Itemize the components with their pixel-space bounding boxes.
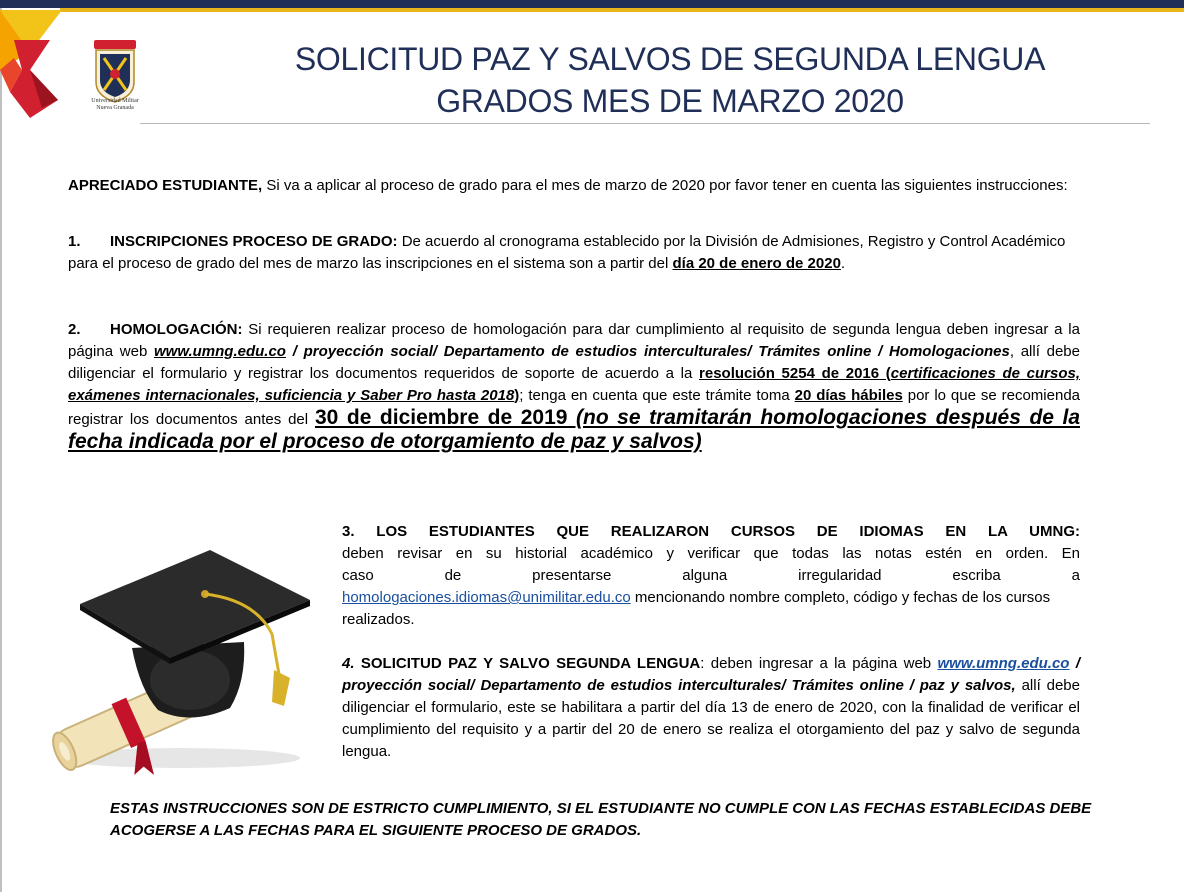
item-3-text-after: mencionando nombre completo, código y fechas de los cursos realizados. bbox=[342, 589, 1051, 628]
item-4-path: / proyección social/ Departamento de estudios interculturales/ Trámites online / paz y salvos, bbox=[342, 655, 1081, 694]
item-2-resolution: resolución 5254 de 2016 bbox=[699, 365, 880, 382]
item-3-paragraph bbox=[342, 521, 1080, 631]
crest-line-1: Universidad Militar bbox=[91, 98, 139, 104]
item-1-heading: INSCRIPCIONES PROCESO DE GRADO: bbox=[110, 233, 398, 250]
item-4-paragraph bbox=[342, 653, 1080, 763]
item-1-end: . bbox=[840, 255, 846, 272]
item-2-text-d: por lo que se recomienda registrar los documentos antes del bbox=[68, 387, 1080, 428]
item-2-text-c: ; tenga en cuenta que este trámite toma bbox=[519, 387, 795, 404]
title-divider bbox=[140, 123, 1150, 124]
intro-lead: APRECIADO ESTUDIANTE, bbox=[68, 177, 263, 194]
item-4-text-a: : deben ingresar a la página web bbox=[700, 655, 938, 672]
item-2-url-link[interactable]: www.umng.edu.co bbox=[154, 343, 286, 360]
page-left-border bbox=[0, 0, 2, 892]
item-3-line-2: caso de presentarse alguna irregularidad escriba a bbox=[342, 567, 1080, 584]
item-4-heading: SOLICITUD PAZ Y SALVO SEGUNDA LENGUA bbox=[354, 655, 701, 672]
footer-notice: ESTAS INSTRUCCIONES SON DE ESTRICTO CUMPLIMIENTO, SI EL ESTUDIANTE NO CUMPLE CON LAS FECHAS ESTABLECIDAS DEBE ACOGERSE A LAS FECHAS PARA EL SIGUIENTE PROCESO DE GRADOS. bbox=[110, 800, 1092, 839]
item-1-date: día 20 de enero de 2020 bbox=[672, 255, 841, 272]
item-1-paragraph bbox=[68, 231, 1068, 275]
item-2-paren-close: ) bbox=[514, 387, 520, 404]
crest-line-2: Nueva Granada bbox=[96, 105, 134, 111]
item-2-paragraph bbox=[68, 319, 1080, 455]
item-4-text-b: allí debe diligenciar el formulario, este se habilitara a partir del día 13 de enero de 2020, con la finalidad de verificar el cumplimiento del requisito y a partir del 20 de enero se realiza el otorgamiento del paz y salvo de segunda lengua. bbox=[342, 677, 1080, 760]
item-4-url-link[interactable]: www.umng.edu.co bbox=[937, 655, 1070, 672]
page-title-line-1: SOLICITUD PAZ Y SALVOS DE SEGUNDA LENGUA bbox=[294, 41, 1046, 77]
header-band-navy bbox=[0, 0, 1184, 8]
university-name bbox=[84, 98, 146, 112]
page-title-line-2: GRADOS MES DE MARZO 2020 bbox=[436, 83, 904, 119]
university-corner-logo-icon bbox=[0, 0, 80, 120]
item-3-line-1: deben revisar en su historial académico y verificar que todas las notas estén en orden. En bbox=[342, 545, 1080, 562]
graduation-cap-and-diploma-icon bbox=[40, 530, 320, 780]
item-1-number: 1. bbox=[68, 233, 81, 250]
item-2-path: / proyección social/ Departamento de estudios interculturales/ Trámites online / Homologaciones bbox=[285, 343, 1010, 360]
item-4-number: 4. bbox=[342, 655, 355, 672]
intro-paragraph bbox=[68, 175, 1080, 197]
item-1-text: De acuerdo al cronograma establecido por la División de Admisiones, Registro y Control Académico para el proceso de grado del mes de marzo las inscripciones en el sistema son a partir del bbox=[68, 233, 1066, 272]
item-2-heading: HOMOLOGACIÓN: bbox=[110, 321, 243, 338]
item-2-text-a: Si requieren realizar proceso de homologación para dar cumplimiento al requisito de segunda lengua deben ingresar a la página web bbox=[68, 321, 1080, 360]
intro-text: Si va a aplicar al proceso de grado para el mes de marzo de 2020 por favor tener en cuenta las siguientes instrucciones: bbox=[262, 177, 1068, 194]
item-2-certifications: certificaciones de cursos, exámenes internacionales, suficiencia y Saber Pro hasta 2018 bbox=[68, 365, 1080, 404]
item-2-deadline: 30 de diciembre de 2019 bbox=[314, 406, 568, 429]
item-3-heading: 3. LOS ESTUDIANTES QUE REALIZARON CURSOS DE IDIOMAS EN LA UMNG: bbox=[342, 523, 1080, 540]
item-3-email-link[interactable]: homologaciones.idiomas@unimilitar.edu.co bbox=[342, 589, 631, 606]
item-2-text-b: , allí debe diligenciar el formulario y registrar los documentos requeridos de soporte de acuerdo a la bbox=[68, 343, 1080, 382]
item-2-paren-open: ( bbox=[879, 365, 891, 382]
item-2-warning: (no se tramitarán homologaciones después de la fecha indicada por el proceso de otorgamiento de paz y salvos) bbox=[68, 406, 1081, 453]
header-band-gold bbox=[60, 8, 1184, 12]
item-2-days: 20 días hábiles bbox=[794, 387, 903, 404]
item-2-number: 2. bbox=[68, 321, 81, 338]
